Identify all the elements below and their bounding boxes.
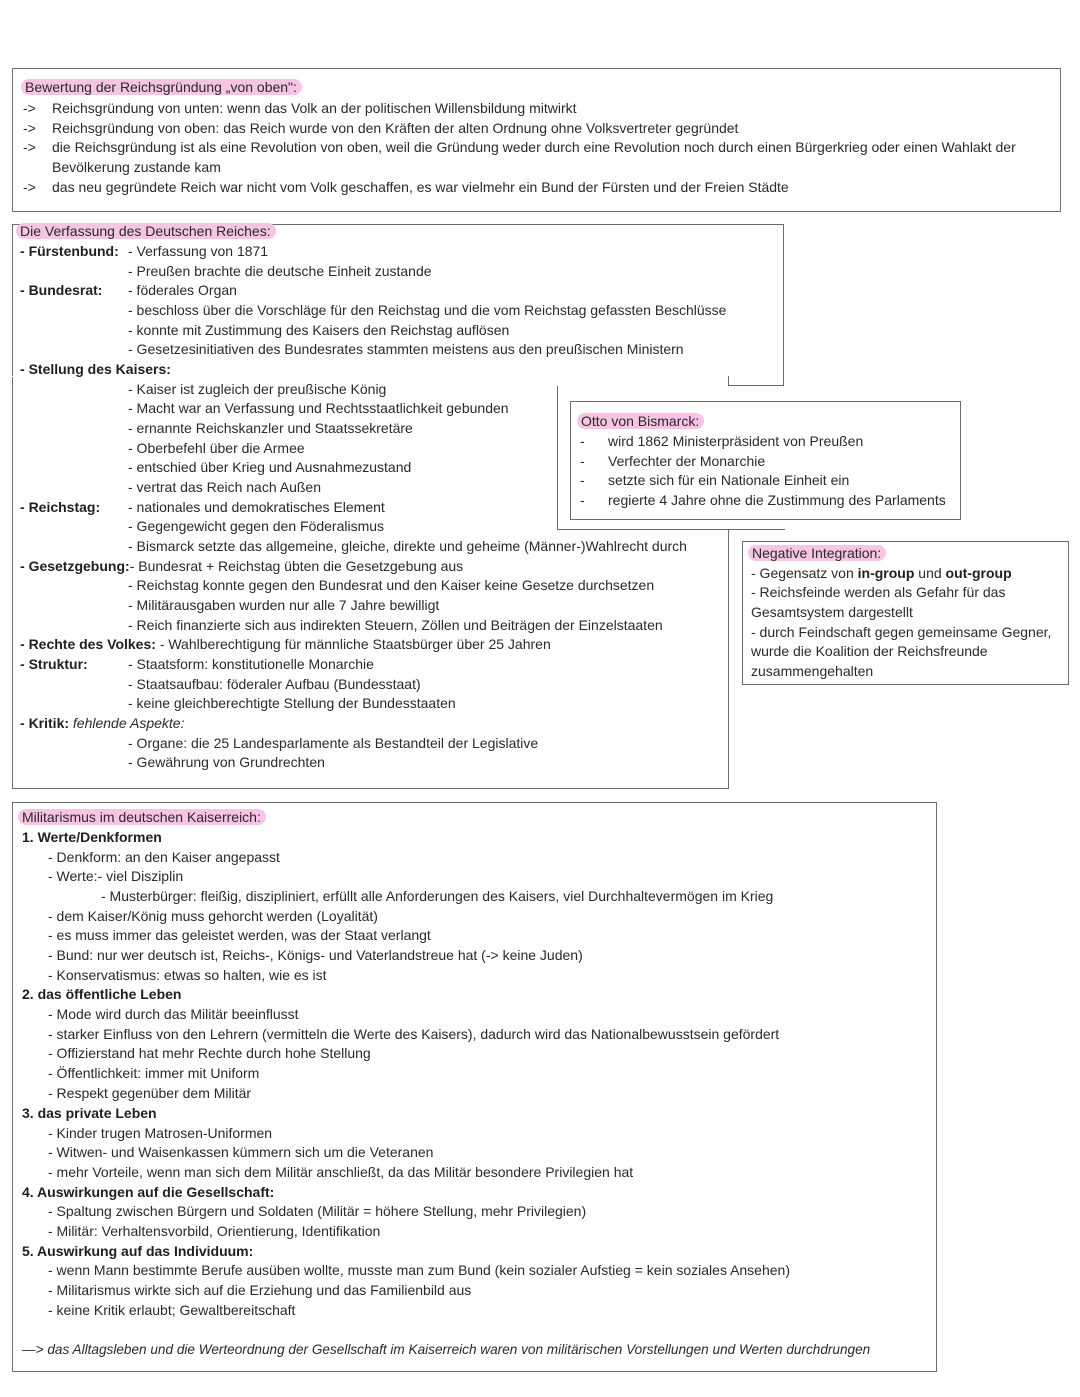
list-item: - Verfechter der Monarchie bbox=[580, 453, 766, 469]
list-item: - Gewährung von Grundrechten bbox=[128, 754, 325, 770]
reichsgruendung-title: Bewertung der Reichsgründung „von oben": bbox=[25, 79, 302, 95]
integration-line: Gesamtsystem dargestellt bbox=[751, 604, 913, 620]
list-item: - vertrat das Reich nach Außen bbox=[128, 479, 321, 495]
list-item: - Preußen brachte die deutsche Einheit zustande bbox=[128, 263, 432, 279]
list-item: - Musterbürger: fleißig, diszipliniert, erfüllt alle Anforderungen des Kaisers, viel Durchhaltevermögen im Krieg bbox=[101, 888, 774, 904]
integration-line: zusammengehalten bbox=[751, 663, 874, 679]
list-item: - dem Kaiser/König muss gehorcht werden (Loyalität) bbox=[48, 908, 378, 924]
list-item: - nationales und demokratisches Element bbox=[128, 499, 385, 515]
list-item: - wenn Mann bestimmte Berufe ausüben wollte, musste man zum Bund (kein sozialer Aufstieg = kein soziales Ansehen) bbox=[48, 1262, 790, 1278]
reichstag-label: - Reichstag: bbox=[20, 499, 101, 515]
list-item: - beschloss über die Vorschläge für den Reichstag und die vom Reichstag gefassten Beschlüsse bbox=[128, 302, 727, 318]
list-item: - Konservatismus: etwas so halten, wie es ist bbox=[48, 967, 327, 983]
kaiser-label: - Stellung des Kaisers: bbox=[20, 361, 171, 377]
list-item: - Gegengewicht gegen den Föderalismus bbox=[128, 518, 385, 534]
list-item: - keine gleichberechtigte Stellung der Bundesstaaten bbox=[128, 695, 456, 711]
fuerstenbund-label: - Fürstenbund: bbox=[20, 243, 119, 259]
list-item: - Mode wird durch das Militär beeinflusst bbox=[48, 1006, 299, 1022]
list-item: - Respekt gegenüber dem Militär bbox=[48, 1085, 252, 1101]
bundesrat-label: - Bundesrat: bbox=[20, 282, 103, 298]
list-item: - Werte:- viel Disziplin bbox=[48, 868, 184, 884]
list-item: - Militärausgaben wurden nur alle 7 Jahre bewilligt bbox=[128, 597, 440, 613]
kritik-line: - Kritik: fehlende Aspekte: bbox=[20, 715, 185, 731]
struktur-label: - Struktur: bbox=[20, 656, 88, 672]
reichsgruendung-box bbox=[12, 68, 1061, 212]
list-item: - Witwen- und Waisenkassen kümmern sich um die Veteranen bbox=[48, 1144, 434, 1160]
list-item: - Kinder trugen Matrosen-Uniformen bbox=[48, 1125, 273, 1141]
list-item: -> Reichsgründung von unten: wenn das Volk an der politischen Willensbildung mitwirkt bbox=[23, 100, 577, 116]
section-heading: 4. Auswirkungen auf die Gesellschaft: bbox=[22, 1184, 275, 1200]
section-heading: 2. das öffentliche Leben bbox=[22, 986, 182, 1002]
list-item: - starker Einfluss von den Lehrern (vermitteln die Werte des Kaisers), dadurch wird das Nationalbewusstsein gefördert bbox=[48, 1026, 780, 1042]
list-item: - Oberbefehl über die Armee bbox=[128, 440, 305, 456]
list-item: -> Reichsgründung von oben: das Reich wurde von den Kräften der alten Ordnung ohne Volksvertreter gegründet bbox=[23, 120, 739, 136]
section-heading: 3. das private Leben bbox=[22, 1105, 157, 1121]
list-item: - Offizierstand hat mehr Rechte durch hohe Stellung bbox=[48, 1045, 371, 1061]
list-item: - Gesetzesinitiativen des Bundesrates stammten meistens aus den preußischen Ministern bbox=[128, 341, 684, 357]
bismarck-title: Otto von Bismarck: bbox=[581, 412, 704, 432]
section-heading: 5. Auswirkung auf das Individuum: bbox=[22, 1243, 254, 1259]
list-item: - ernannte Reichskanzler und Staatssekretäre bbox=[128, 420, 413, 436]
list-item: - entschied über Krieg und Ausnahmezustand bbox=[128, 459, 412, 475]
integration-title: Negative Integration: bbox=[752, 544, 886, 564]
list-item: - mehr Vorteile, wenn man sich dem Militär anschließt, da das Militär besondere Privilegien hat bbox=[48, 1164, 634, 1180]
list-item: -> das neu gegründete Reich war nicht vom Volk geschaffen, es war vielmehr ein Bund der Fürsten und der Freien Städte bbox=[23, 179, 789, 195]
list-item: - Reich finanzierte sich aus indirekten Steuern, Zöllen und Beiträgen der Einzelstaaten bbox=[128, 617, 663, 633]
integration-line: - durch Feindschaft gegen gemeinsame Gegner, bbox=[751, 624, 1052, 640]
list-item: - Staatsform: konstitutionelle Monarchie bbox=[128, 656, 374, 672]
list-item: - Militär: Verhaltensvorbild, Orientierung, Identifikation bbox=[48, 1223, 381, 1239]
conclusion: —> das Alltagsleben und die Werteordnung der Gesellschaft im Kaiserreich waren von militärischen Vorstellungen und Werten durchdrungen bbox=[22, 1342, 871, 1357]
list-item: - regierte 4 Jahre ohne die Zustimmung des Parlaments bbox=[580, 492, 946, 508]
list-item: - Militarismus wirkte sich auf die Erziehung und das Familienbild aus bbox=[48, 1282, 472, 1298]
verfassung-title: Die Verfassung des Deutschen Reiches: bbox=[20, 222, 276, 242]
list-item: - Organe: die 25 Landesparlamente als Bestandteil der Legislative bbox=[128, 735, 539, 751]
list-item: - föderales Organ bbox=[128, 282, 237, 298]
militarismus-title: Militarismus im deutschen Kaiserreich: bbox=[22, 808, 266, 828]
list-item: - wird 1862 Ministerpräsident von Preußen bbox=[580, 433, 864, 449]
gesetzgebung-line: - Gesetzgebung:- Bundesrat + Reichstag übten die Gesetzgebung aus bbox=[20, 558, 464, 574]
list-item: - konnte mit Zustimmung des Kaisers den Reichstag auflösen bbox=[128, 322, 510, 338]
section-heading: 1. Werte/Denkformen bbox=[22, 829, 162, 845]
list-item-continuation: Bevölkerung zustande kam bbox=[52, 159, 221, 175]
list-item: - Reichstag konnte gegen den Bundesrat und den Kaiser keine Gesetze durchsetzen bbox=[128, 577, 655, 593]
list-item: - Öffentlichkeit: immer mit Uniform bbox=[48, 1065, 260, 1081]
integration-line: - Reichsfeinde werden als Gefahr für das bbox=[751, 584, 1006, 600]
rechte-line: - Rechte des Volkes: - Wahlberechtigung für männliche Staatsbürger über 25 Jahren bbox=[20, 636, 551, 652]
list-item: -> die Reichsgründung ist als eine Revolution von oben, weil die Gründung weder durch eine Revolution noch durch einen Bürgerkrieg oder einen Wahlakt der bbox=[23, 139, 1016, 155]
list-item: - Denkform: an den Kaiser angepasst bbox=[48, 849, 280, 865]
list-item: - Kaiser ist zugleich der preußische König bbox=[128, 381, 387, 397]
list-item: - es muss immer das geleistet werden, was der Staat verlangt bbox=[48, 927, 431, 943]
list-item: - Spaltung zwischen Bürgern und Soldaten (Militär = höhere Stellung, mehr Privilegien) bbox=[48, 1203, 587, 1219]
integration-line: wurde die Koalition der Reichsfreunde bbox=[751, 643, 988, 659]
integration-line: - Gegensatz von in-group und out-group bbox=[751, 565, 1012, 581]
list-item: - Bismarck setzte das allgemeine, gleiche, direkte und geheime (Männer-)Wahlrecht durch bbox=[128, 538, 687, 554]
list-item: - keine Kritik erlaubt; Gewaltbereitschaft bbox=[48, 1302, 296, 1318]
list-item: - Macht war an Verfassung und Rechtsstaatlichkeit gebunden bbox=[128, 400, 509, 416]
list-item: - setzte sich für ein Nationale Einheit ein bbox=[580, 472, 850, 488]
list-item: - Staatsaufbau: föderaler Aufbau (Bundesstaat) bbox=[128, 676, 421, 692]
list-item: - Bund: nur wer deutsch ist, Reichs-, Königs- und Vaterlandstreue hat (-> keine Juden) bbox=[48, 947, 583, 963]
list-item: - Verfassung von 1871 bbox=[128, 243, 269, 259]
